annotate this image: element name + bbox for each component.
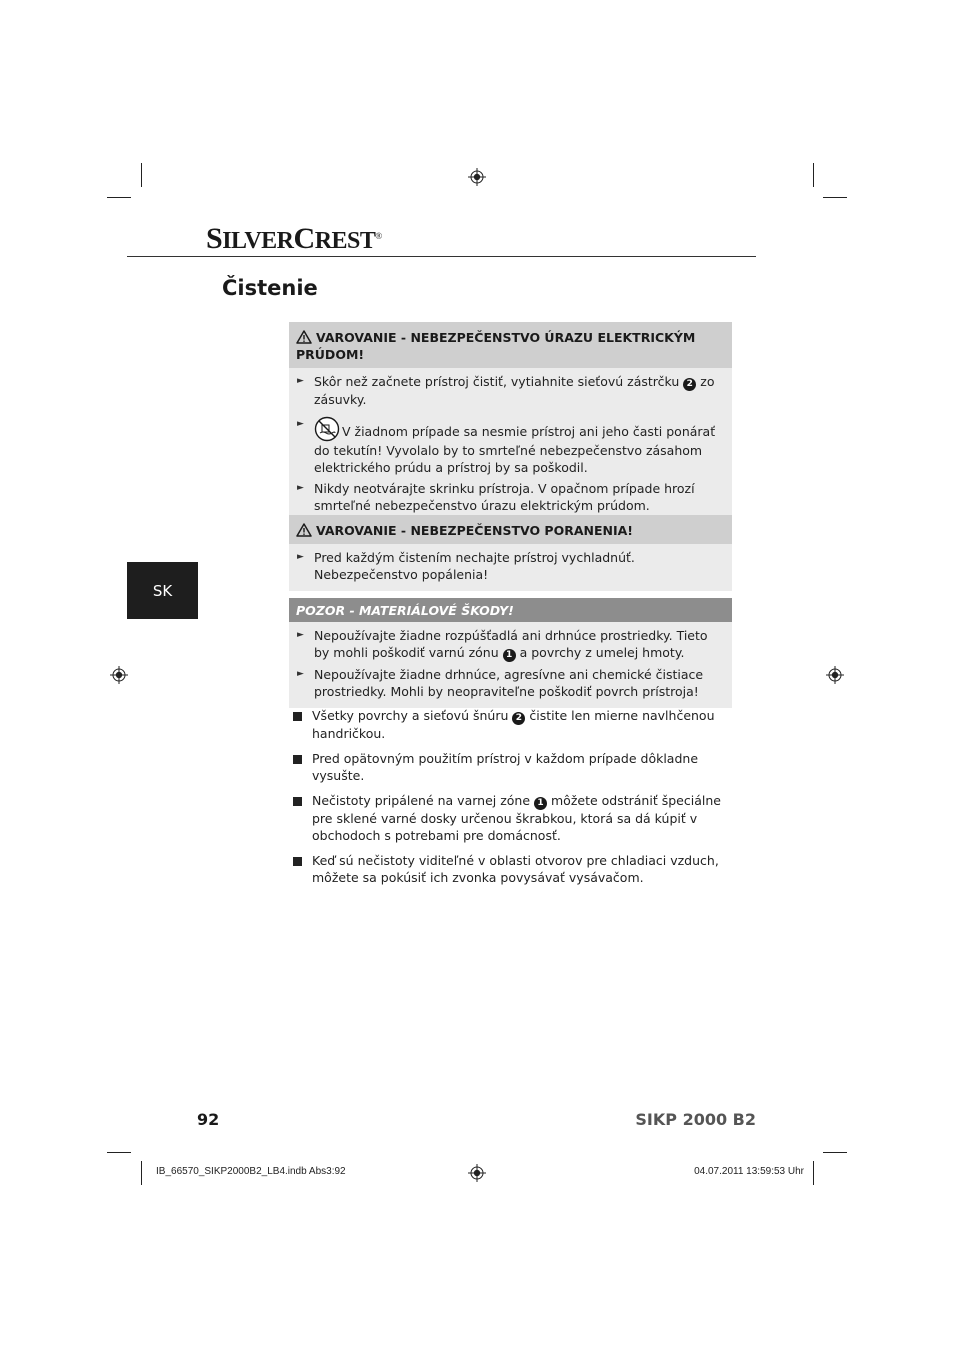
warning-triangle-icon: [296, 523, 312, 537]
crop-mark: [107, 197, 131, 198]
page-number: 92: [197, 1110, 220, 1129]
page-title: Čistenie: [222, 276, 318, 300]
caution-box-title: POZOR - MATERIÁLOVÉ ŠKODY!: [289, 598, 732, 622]
arrow-bullet-icon: ►: [297, 376, 304, 386]
arrow-bullet-icon: ►: [297, 669, 304, 679]
print-slug-date: 04.07.2011 13:59:53 Uhr: [694, 1166, 804, 1177]
registration-mark-icon: [468, 168, 486, 186]
square-bullet-icon: [293, 712, 302, 721]
language-tab: SK: [127, 562, 198, 619]
square-bullet-icon: [293, 797, 302, 806]
header-rule: [127, 256, 756, 257]
crop-mark: [813, 1161, 814, 1185]
arrow-bullet-icon: ►: [297, 419, 304, 429]
crop-mark: [107, 1152, 131, 1153]
list-item: ► Nepoužívajte žiadne drhnúce, agresívne ani chemické čistiace prostriedky. Mohli by neopraviteľne poškodiť povrch prístroja!: [297, 667, 704, 699]
warning-triangle-icon: [296, 330, 312, 344]
model-number: SIKP 2000 B2: [635, 1110, 756, 1129]
crop-mark: [823, 197, 847, 198]
warning-box-title: VAROVANIE - NEBEZPEČENSTVO PORANENIA!: [289, 515, 732, 544]
warning-box-injury: [289, 515, 732, 591]
warning-box-electric: [289, 322, 732, 522]
list-item: ► Skôr než začnete prístroj čistiť, vytiahnite sieťovú zástrčku 2 zo zásuvky.: [297, 374, 715, 407]
square-bullet-icon: [293, 857, 302, 866]
list-item: ► Nikdy neotvárajte skrinku prístroja. V opačnom prípade hrozí smrteľné nebezpečenstvo úrazu elektrickým prúdom.: [297, 481, 695, 513]
list-item: ► V žiadnom prípade sa nesmie prístroj ani jeho časti ponárať do tekutín! Vyvolalo by to smrteľné nebezpečenstvo zásahom elektrického prúdu a prístroj by sa poškodil.: [295, 416, 726, 476]
square-bullet-icon: [293, 755, 302, 764]
list-item: Nečistoty pripálené na varnej zóne 1 môžete odstrániť špeciálne pre sklené varné dosky určenou škrabkou, ktorá sa dá kúpiť v obchodoch s potrebami pre domácnosť.: [289, 792, 734, 845]
part-number-badge: 2: [683, 378, 696, 391]
no-immersion-icon: [314, 416, 340, 442]
list-item: ► Nepoužívajte žiadne rozpúšťadlá ani drhnúce prostriedky. Tieto by mohli poškodiť varnú zónu 1 a povrchy z umelej hmoty.: [297, 628, 708, 660]
brand-logo: SILVERCREST®: [206, 222, 382, 255]
registration-mark-icon: [826, 666, 844, 684]
crop-mark: [141, 1161, 142, 1185]
print-slug-file: IB_66570_SIKP2000B2_LB4.indb Abs3:92: [156, 1166, 346, 1177]
cleaning-instructions-list: [289, 707, 734, 894]
part-number-badge: 1: [503, 649, 516, 662]
part-number-badge: 1: [534, 797, 547, 810]
registration-mark-icon: [468, 1164, 486, 1182]
arrow-bullet-icon: ►: [297, 483, 304, 493]
crop-mark: [141, 163, 142, 187]
caution-box: [289, 598, 732, 708]
crop-mark: [813, 163, 814, 187]
list-item: Pred opätovným použitím prístroj v každom prípade dôkladne vysušte.: [289, 750, 734, 785]
list-item: ► Pred každým čistením nechajte prístroj vychladnúť. Nebezpečenstvo popálenia!: [297, 550, 635, 582]
list-item: Všetky povrchy a sieťovú šnúru 2 čistite len mierne navlhčenou handričkou.: [289, 707, 734, 743]
warning-box-title: VAROVANIE - NEBEZPEČENSTVO ÚRAZU ELEKTRICKÝM PRÚDOM!: [289, 322, 732, 368]
list-item: Keď sú nečistoty viditeľné v oblasti otvorov pre chladiaci vzduch, môžete sa pokúsiť ich zvonka povysávať vysávačom.: [289, 852, 734, 887]
registration-mark-icon: [110, 666, 128, 684]
arrow-bullet-icon: ►: [297, 552, 304, 562]
crop-mark: [823, 1152, 847, 1153]
arrow-bullet-icon: ►: [297, 630, 304, 640]
part-number-badge: 2: [512, 712, 525, 725]
